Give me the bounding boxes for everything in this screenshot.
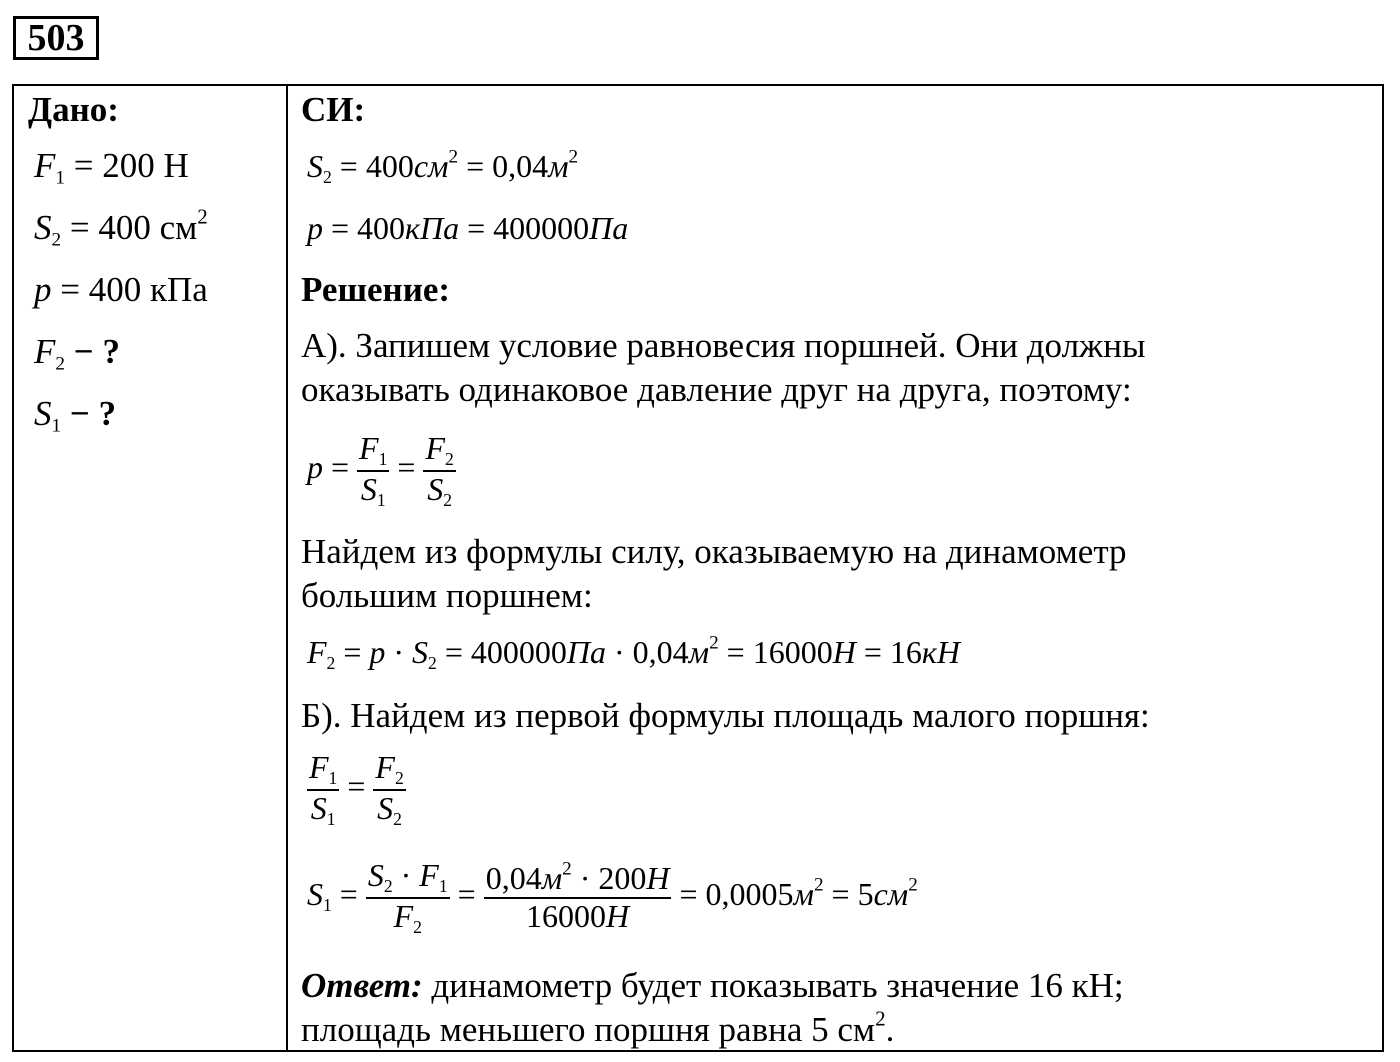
find-force-text-1: Найдем из формулы силу, оказываемую на динамометр	[301, 532, 1127, 571]
part-a-text-2: оказывать одинаковое давление друг на друга, поэтому:	[301, 370, 1132, 409]
find-force-text-2: большим поршнем:	[301, 576, 593, 615]
si-header: СИ:	[301, 90, 366, 129]
equation-pressure-balance: p = $\frac{F_1}{S_1}$ = $\frac{F_2}{S_2}$	[307, 430, 454, 510]
given-item-f2-unknown: $F_2$ − ?	[34, 332, 120, 375]
answer-line-1: Ответ: динамометр будет показывать значение 16 кН;	[301, 966, 1124, 1005]
answer-line-2: площадь меньшего поршня равна 5 $см^2$.	[301, 1006, 895, 1049]
given-item-p: p = 400 кПа	[34, 270, 208, 309]
equation-force-f2: $F_2 = p \cdot S_2 = 400000Па \cdot 0,04м^2 = 16000Н = 16кН$	[307, 632, 960, 674]
part-b-text: Б). Найдем из первой формулы площадь малого поршня:	[301, 696, 1150, 735]
problem-number: 503	[13, 16, 99, 60]
given-item-s2: $S_2 = 400$ $см^2$	[34, 204, 208, 251]
solution-table	[12, 84, 1384, 1052]
part-a-text-1: А). Запишем условие равновесия поршней. Они должны	[301, 326, 1146, 365]
solution-header: Решение:	[301, 270, 451, 309]
given-item-s1-unknown: $S_1$ − ?	[34, 394, 117, 437]
si-line-area: $S_2 = 400см^2 = 0,04м^2$	[307, 146, 579, 188]
si-line-pressure: p = 400кПа = 400000Па	[307, 210, 629, 246]
given-item-f1: $F_1 = 200$ Н	[34, 146, 189, 189]
equation-area-s1: $S_1$ = $\frac{S_2 \cdot F_1}{F_2}$ = $\frac{0,04м^2 \cdot 200Н}{16000Н}$ = $0,0005м^2 = 5см^2$	[307, 857, 918, 937]
given-header: Дано:	[28, 90, 119, 129]
column-divider	[286, 86, 288, 1050]
equation-ratio: $\frac{F_1}{S_1}$ = $\frac{F_2}{S_2}$	[309, 749, 404, 829]
